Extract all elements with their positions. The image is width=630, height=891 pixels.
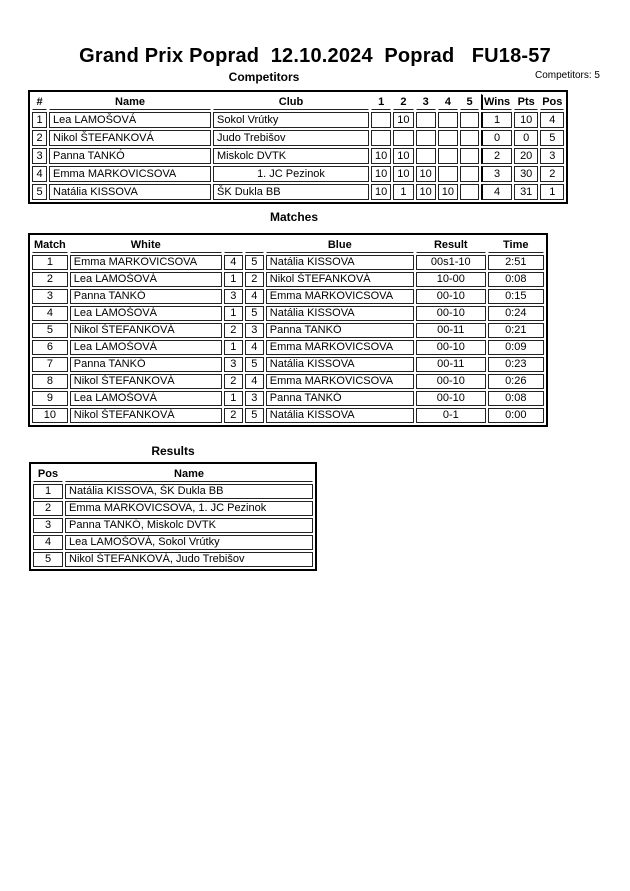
white-competitor-id: 2: [224, 323, 243, 338]
match-time: 0:08: [488, 272, 544, 287]
round-5-score: [460, 130, 479, 146]
round-1-score: 10: [371, 184, 391, 200]
round-4-score: [438, 166, 458, 182]
competitor-club: ŠK Dukla BB: [213, 184, 369, 200]
result-row: [33, 552, 313, 567]
match-number: 10: [32, 408, 68, 423]
round-2-score: 10: [393, 148, 413, 164]
competitor-wins: 3: [481, 166, 512, 182]
round-3-score: [416, 148, 436, 164]
white-competitor-id: 3: [224, 289, 243, 304]
white-competitor-id: 4: [224, 255, 243, 270]
competitor-pts: 20: [514, 148, 538, 164]
match-result: 00-10: [416, 374, 486, 389]
round-3-score: 10: [416, 184, 436, 200]
match-number: 5: [32, 323, 68, 338]
result-pos: 1: [33, 484, 63, 499]
match-row: [32, 323, 544, 338]
blue-competitor-id: 3: [245, 323, 264, 338]
competitors-heading: Competitors: [228, 70, 300, 84]
col-header-pos: Pos: [540, 94, 564, 110]
blue-competitor-id: 5: [245, 306, 264, 321]
competitor-pos: 3: [540, 148, 564, 164]
competitors-table: [28, 90, 568, 204]
round-3-score: 10: [416, 166, 436, 182]
match-time: 0:09: [488, 340, 544, 355]
white-competitor-name: Emma MARKOVICSOVA: [70, 255, 222, 270]
blue-competitor-name: Emma MARKOVICSOVA: [266, 340, 414, 355]
match-row: [32, 340, 544, 355]
col-header-result: Result: [416, 237, 486, 253]
white-competitor-id: 2: [224, 374, 243, 389]
match-result: 00s1-10: [416, 255, 486, 270]
blue-competitor-name: Natália KISSOVA: [266, 357, 414, 372]
round-1-score: 10: [371, 166, 391, 182]
round-3-score: [416, 130, 436, 146]
competitor-pts: 0: [514, 130, 538, 146]
competitor-name: Lea LAMOŠOVÁ: [49, 112, 211, 128]
competitor-row: [32, 184, 564, 200]
match-result: 00-10: [416, 340, 486, 355]
match-time: 2:51: [488, 255, 544, 270]
round-1-score: [371, 112, 391, 128]
match-result: 00-11: [416, 323, 486, 338]
blue-competitor-id: 3: [245, 391, 264, 406]
col-header-blue-id: [245, 237, 264, 253]
white-competitor-name: Panna TANKÓ: [70, 357, 222, 372]
col-header-white-id: [224, 237, 243, 253]
white-competitor-name: Lea LAMOŠOVÁ: [70, 306, 222, 321]
round-5-score: [460, 148, 479, 164]
competitor-name: Emma MARKOVICSOVA: [49, 166, 211, 182]
round-4-score: [438, 112, 458, 128]
white-competitor-name: Nikol ŠTEFANKOVÁ: [70, 374, 222, 389]
white-competitor-name: Nikol ŠTEFANKOVÁ: [70, 408, 222, 423]
round-1-score: [371, 130, 391, 146]
white-competitor-name: Nikol ŠTEFANKOVÁ: [70, 323, 222, 338]
match-time: 0:08: [488, 391, 544, 406]
match-number: 7: [32, 357, 68, 372]
blue-competitor-name: Panna TANKÓ: [266, 391, 414, 406]
competitor-pts: 31: [514, 184, 538, 200]
white-competitor-name: Lea LAMOŠOVÁ: [70, 272, 222, 287]
matches-heading: Matches: [269, 210, 319, 224]
blue-competitor-id: 5: [245, 408, 264, 423]
match-row: [32, 272, 544, 287]
competitor-wins: 1: [481, 112, 512, 128]
blue-competitor-id: 4: [245, 340, 264, 355]
col-header-4: 4: [438, 94, 458, 110]
competitor-pos: 5: [540, 130, 564, 146]
col-header-pts: Pts: [514, 94, 538, 110]
result-row: [33, 535, 313, 550]
blue-competitor-name: Natália KISSOVA: [266, 306, 414, 321]
match-result: 00-11: [416, 357, 486, 372]
col-header-wins: Wins: [481, 94, 512, 110]
result-pos: 5: [33, 552, 63, 567]
white-competitor-id: 1: [224, 340, 243, 355]
competitor-club: Sokol Vrútky: [213, 112, 369, 128]
matches-header-row: [32, 237, 544, 253]
col-header-1: 1: [371, 94, 391, 110]
competitor-wins: 4: [481, 184, 512, 200]
round-3-score: [416, 112, 436, 128]
competitor-row: [32, 130, 564, 146]
col-header-match: Match: [32, 237, 68, 253]
competitor-pos: 1: [540, 184, 564, 200]
competitor-row: [32, 112, 564, 128]
match-time: 0:21: [488, 323, 544, 338]
competitor-name: Panna TANKÓ: [49, 148, 211, 164]
round-2-score: 10: [393, 112, 413, 128]
col-header-pos: Pos: [33, 466, 63, 482]
competitor-pos: 2: [540, 166, 564, 182]
competitor-row: [32, 166, 564, 182]
blue-competitor-id: 5: [245, 255, 264, 270]
round-4-score: [438, 148, 458, 164]
match-result: 00-10: [416, 391, 486, 406]
white-competitor-id: 1: [224, 272, 243, 287]
blue-competitor-id: 2: [245, 272, 264, 287]
col-header-blue: Blue: [266, 237, 414, 253]
competitor-name: Nikol ŠTEFANKOVÁ: [49, 130, 211, 146]
col-header-number: #: [32, 94, 47, 110]
white-competitor-name: Lea LAMOŠOVÁ: [70, 340, 222, 355]
competitor-club: Judo Trebišov: [213, 130, 369, 146]
competitor-number: 1: [32, 112, 47, 128]
col-header-name: Name: [49, 94, 211, 110]
round-2-score: 1: [393, 184, 413, 200]
blue-competitor-name: Emma MARKOVICSOVA: [266, 289, 414, 304]
blue-competitor-name: Natália KISSOVA: [266, 408, 414, 423]
results-heading: Results: [151, 444, 195, 458]
competitor-row: [32, 148, 564, 164]
round-1-score: 10: [371, 148, 391, 164]
result-name: Panna TANKÓ, Miskolc DVTK: [65, 518, 313, 533]
round-4-score: 10: [438, 184, 458, 200]
result-pos: 3: [33, 518, 63, 533]
round-5-score: [460, 184, 479, 200]
result-row: [33, 501, 313, 516]
match-result: 0-1: [416, 408, 486, 423]
competitor-pos: 4: [540, 112, 564, 128]
results-header-row: [33, 466, 313, 482]
competitors-count: Competitors: 5: [534, 70, 600, 81]
result-pos: 2: [33, 501, 63, 516]
match-number: 2: [32, 272, 68, 287]
result-row: [33, 518, 313, 533]
match-time: 0:15: [488, 289, 544, 304]
result-pos: 4: [33, 535, 63, 550]
competitor-number: 5: [32, 184, 47, 200]
match-row: [32, 357, 544, 372]
matches-table: [28, 233, 548, 427]
round-4-score: [438, 130, 458, 146]
competitors-header-row: [32, 94, 564, 110]
match-row: [32, 408, 544, 423]
match-result: 00-10: [416, 289, 486, 304]
match-number: 1: [32, 255, 68, 270]
results-table: [29, 462, 317, 571]
competitor-club: Miskolc DVTK: [213, 148, 369, 164]
col-header-name: Name: [65, 466, 313, 482]
blue-competitor-id: 5: [245, 357, 264, 372]
result-name: Nikol ŠTEFANKOVÁ, Judo Trebišov: [65, 552, 313, 567]
col-header-2: 2: [393, 94, 413, 110]
competitor-club: 1. JC Pezinok: [213, 166, 369, 182]
result-row: [33, 484, 313, 499]
match-row: [32, 289, 544, 304]
col-header-3: 3: [416, 94, 436, 110]
round-5-score: [460, 166, 479, 182]
competitor-number: 3: [32, 148, 47, 164]
round-2-score: [393, 130, 413, 146]
blue-competitor-id: 4: [245, 374, 264, 389]
match-number: 4: [32, 306, 68, 321]
white-competitor-id: 2: [224, 408, 243, 423]
match-time: 0:26: [488, 374, 544, 389]
competitor-name: Natália KISSOVA: [49, 184, 211, 200]
white-competitor-name: Lea LAMOŠOVÁ: [70, 391, 222, 406]
competitor-wins: 0: [481, 130, 512, 146]
page-title: Grand Prix Poprad 12.10.2024 Poprad FU18-57: [79, 45, 551, 67]
white-competitor-id: 1: [224, 306, 243, 321]
white-competitor-id: 3: [224, 357, 243, 372]
competitor-wins: 2: [481, 148, 512, 164]
round-2-score: 10: [393, 166, 413, 182]
col-header-white: White: [70, 237, 222, 253]
competitor-pts: 10: [514, 112, 538, 128]
blue-competitor-name: Nikol ŠTEFANKOVÁ: [266, 272, 414, 287]
match-time: 0:24: [488, 306, 544, 321]
result-name: Lea LAMOŠOVÁ, Sokol Vrútky: [65, 535, 313, 550]
match-row: [32, 391, 544, 406]
competitor-pts: 30: [514, 166, 538, 182]
match-row: [32, 306, 544, 321]
competitor-number: 2: [32, 130, 47, 146]
match-time: 0:23: [488, 357, 544, 372]
match-result: 10-00: [416, 272, 486, 287]
match-row: [32, 255, 544, 270]
match-number: 8: [32, 374, 68, 389]
white-competitor-name: Panna TANKÓ: [70, 289, 222, 304]
blue-competitor-id: 4: [245, 289, 264, 304]
blue-competitor-name: Natália KISSOVA: [266, 255, 414, 270]
col-header-time: Time: [488, 237, 544, 253]
blue-competitor-name: Emma MARKOVICSOVA: [266, 374, 414, 389]
match-time: 0:00: [488, 408, 544, 423]
blue-competitor-name: Panna TANKÓ: [266, 323, 414, 338]
match-row: [32, 374, 544, 389]
match-result: 00-10: [416, 306, 486, 321]
round-5-score: [460, 112, 479, 128]
col-header-5: 5: [460, 94, 479, 110]
result-name: Emma MARKOVICSOVA, 1. JC Pezinok: [65, 501, 313, 516]
match-number: 3: [32, 289, 68, 304]
col-header-club: Club: [213, 94, 369, 110]
result-name: Natália KISSOVA, ŠK Dukla BB: [65, 484, 313, 499]
match-number: 6: [32, 340, 68, 355]
match-number: 9: [32, 391, 68, 406]
competitor-number: 4: [32, 166, 47, 182]
white-competitor-id: 1: [224, 391, 243, 406]
